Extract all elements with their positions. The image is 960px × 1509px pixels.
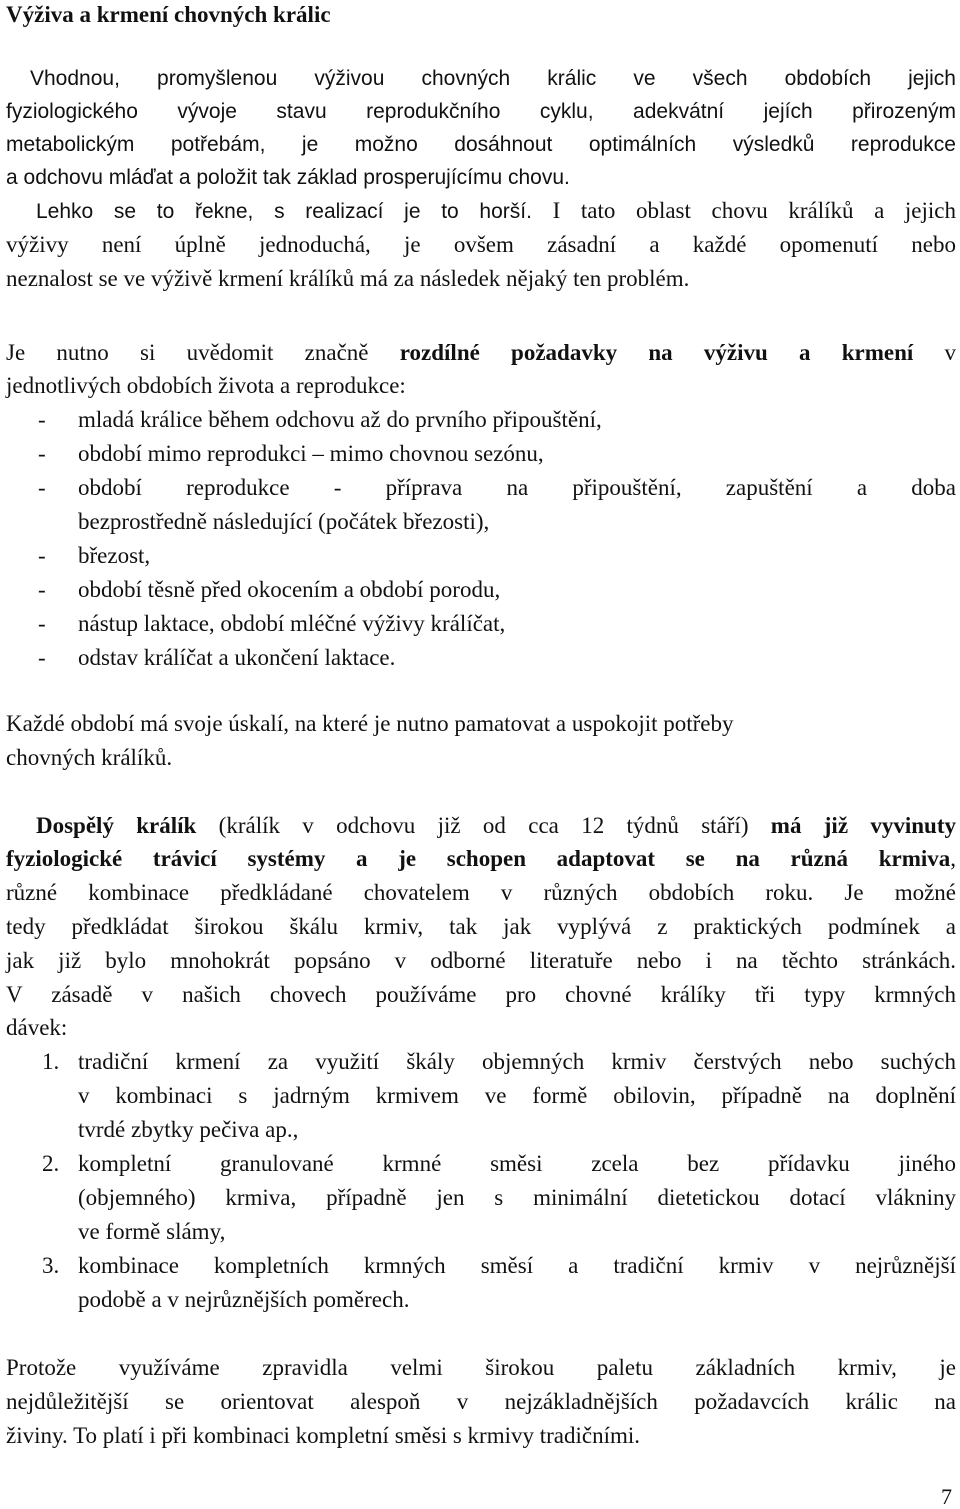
para5-line-1: Protože využíváme zpravidla velmi širokou paletu základních krmiv, je — [6, 1355, 956, 1380]
list-item: - odstav králíčat a ukončení laktace. — [38, 645, 396, 670]
para1-line-6: výživy není úplně jednoduchá, je ovšem zásadní a každé opomenutí nebo — [6, 232, 956, 257]
para1-line-1: Vhodnou, promyšlenou výživou chovných králic ve všech obdobích jejich — [30, 67, 956, 90]
list-item-continuation: bezprostředně následující (počátek březosti), — [78, 509, 490, 534]
numbered-item: 2. kompletní granulované krmné směsi zcela bez přídavku jiného — [42, 1151, 956, 1176]
para4-line-1: Dospělý králík (králík v odchovu již od cca 12 týdnů stáří) má již vyvinuty — [36, 813, 956, 838]
list-item: - období těsně před okocením a období porodu, — [38, 577, 501, 602]
numbered-item-continuation: (objemného) krmiva, případně jen s minimální dietetickou dotací vlákniny — [78, 1185, 956, 1210]
para2-line-1: Je nutno si uvědomit značně rozdílné požadavky na výživu a krmení v — [6, 340, 957, 365]
para4-line-7: dávek: — [6, 1015, 68, 1040]
list-item: - mladá králice během odchovu až do prvního připouštění, — [38, 407, 602, 432]
para3-line-2: chovných králíků. — [6, 745, 173, 770]
list-item: - březost, — [38, 543, 151, 568]
numbered-item-continuation: ve formě slámy, — [78, 1219, 226, 1244]
para3-line-1: Každé období má svoje úskalí, na které je nutno pamatovat a uspokojit potřeby — [6, 711, 734, 736]
para1-line-5-serif: I tato oblast chovu králíků a jejich — [531, 198, 956, 223]
page-title: Výživa a krmení chovných králic — [6, 2, 331, 27]
para1-line-7: neznalost se ve výživě krmení králíků má za následek nějaký ten problém. — [6, 266, 690, 291]
para1-line-5-sans: Lehko se to řekne, s realizací je to horší. — [36, 200, 532, 223]
numbered-item-continuation: podobě a v nejrůznějších poměrech. — [78, 1287, 410, 1312]
para1-line-5 — [36, 196, 956, 226]
para1-line-2: fyziologického vývoje stavu reprodukčního cyklu, adekvátní jejích přirozeným — [6, 100, 956, 123]
page-number: 7 — [941, 1484, 952, 1509]
para4-line-3: různé kombinace předkládané chovatelem v různých obdobích roku. Je možné — [6, 880, 956, 905]
para5-line-2: nejdůležitější se orientovat alespoň v nejzákladnějších požadavcích králic na — [6, 1389, 956, 1414]
para2-line-2: jednotlivých obdobích života a reprodukce: — [6, 373, 406, 398]
emphasis-requirements: rozdílné požadavky na výživu a krmení — [399, 340, 914, 365]
numbered-item: 3. kombinace kompletních krmných směsí a tradiční krmiv v nejrůznější — [42, 1253, 956, 1278]
numbered-item-continuation: tvrdé zbytky pečiva ap., — [78, 1117, 299, 1142]
para4-line-4: tedy předkládat širokou škálu krmiv, tak jak vyplývá z praktických podmínek a — [6, 914, 956, 939]
numbered-item-continuation: v kombinaci s jadrným krmivem ve formě obilovin, případně na doplnění — [78, 1083, 956, 1108]
para4-line-5: jak již bylo mnohokrát popsáno v odborné literatuře nebo i na těchto stránkách. — [6, 948, 956, 973]
para4-line-2: fyziologické trávicí systémy a je schopen adaptovat se na různá krmiva, — [6, 846, 956, 871]
list-item: - nástup laktace, období mléčné výživy králíčat, — [38, 611, 506, 636]
list-item: - období reprodukce - příprava na připouštění, zapuštění a doba — [38, 475, 956, 500]
numbered-item: 1. tradiční krmení za využití škály objemných krmiv čerstvých nebo suchých — [42, 1049, 956, 1074]
para4-line-6: V zásadě v našich chovech používáme pro chovné králíky tři typy krmných — [6, 982, 956, 1007]
para1-line-3: metabolickým potřebám, je možno dosáhnout optimálních výsledků reprodukce — [6, 133, 956, 156]
para5-line-3: živiny. To platí i při kombinaci kompletní směsi s krmivy tradičními. — [6, 1423, 641, 1448]
list-item: - období mimo reprodukci – mimo chovnou sezónu, — [38, 441, 544, 466]
para1-line-4: a odchovu mláďat a položit tak základ prosperujícímu chovu. — [6, 166, 570, 189]
